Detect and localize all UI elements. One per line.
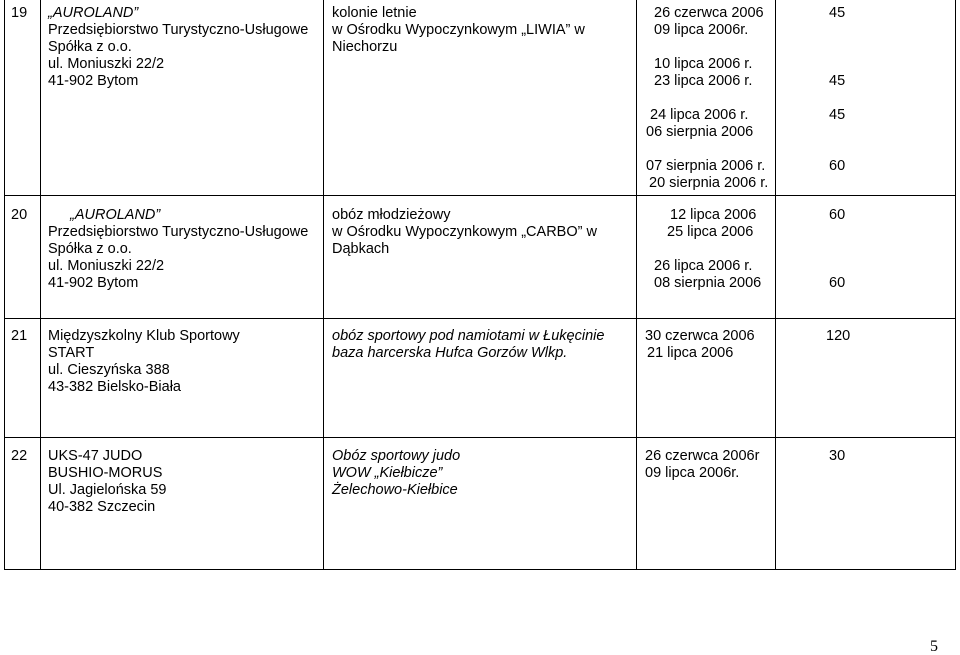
table-divider-2	[323, 0, 324, 570]
participant-count: 60	[829, 275, 846, 291]
organization-line: ul. Moniuszki 22/2	[48, 56, 165, 72]
organization-line: START	[48, 345, 95, 361]
participant-count: 60	[829, 207, 846, 223]
date-line: 08 sierpnia 2006	[654, 275, 762, 291]
organization-name: „AUROLAND”	[48, 5, 139, 21]
description-line: WOW „Kiełbicze”	[332, 465, 443, 481]
organization-line: 43-382 Bielsko-Biała	[48, 379, 181, 395]
table-divider-4	[775, 0, 776, 570]
description-line: Niechorzu	[332, 39, 398, 55]
description-line: baza harcerska Hufca Gorzów Wlkp.	[332, 345, 568, 361]
date-line: 21 lipca 2006	[647, 345, 734, 361]
table-border-right	[955, 0, 956, 570]
row-number: 20	[11, 207, 28, 223]
row-number: 21	[11, 328, 28, 344]
participant-count: 120	[826, 328, 851, 344]
date-line: 26 lipca 2006 r.	[654, 258, 753, 274]
table-border-left	[4, 0, 5, 570]
date-line: 26 czerwca 2006	[654, 5, 764, 21]
row-number: 22	[11, 448, 28, 464]
date-line: 09 lipca 2006r.	[654, 22, 749, 38]
row-divider	[4, 318, 956, 319]
table-border-bottom	[4, 569, 956, 570]
date-line: 12 lipca 2006	[670, 207, 757, 223]
description-line: Dąbkach	[332, 241, 390, 257]
organization-line: 41-902 Bytom	[48, 275, 139, 291]
organization-line: ul. Moniuszki 22/2	[48, 258, 165, 274]
date-line: 26 czerwca 2006r	[645, 448, 760, 464]
table-divider-3	[636, 0, 637, 570]
description-line: obóz sportowy pod namiotami w Łukęcinie	[332, 328, 605, 344]
organization-line: Spółka z o.o.	[48, 241, 132, 257]
organization-name: Międzyszkolny Klub Sportowy	[48, 328, 240, 344]
organization-line: Ul. Jagielońska 59	[48, 482, 167, 498]
organization-line: Spółka z o.o.	[48, 39, 132, 55]
organization-line: 41-902 Bytom	[48, 73, 139, 89]
date-line: 20 sierpnia 2006 r.	[649, 175, 769, 191]
organization-line: ul. Cieszyńska 388	[48, 362, 170, 378]
participant-count: 45	[829, 73, 846, 89]
description-line: Żelechowo-Kiełbice	[332, 482, 458, 498]
date-line: 25 lipca 2006	[667, 224, 754, 240]
description-line: kolonie letnie	[332, 5, 417, 21]
participant-count: 45	[829, 5, 846, 21]
description-line: obóz młodzieżowy	[332, 207, 451, 223]
description-line: w Ośrodku Wypoczynkowym „CARBO” w	[332, 224, 597, 240]
page-number: 5	[930, 638, 938, 655]
organization-line: BUSHIO-MORUS	[48, 465, 163, 481]
row-divider	[4, 195, 956, 196]
date-line: 09 lipca 2006r.	[645, 465, 740, 481]
date-line: 30 czerwca 2006	[645, 328, 755, 344]
organization-name: „AUROLAND”	[70, 207, 161, 223]
organization-line: Przedsiębiorstwo Turystyczno-Usługowe	[48, 22, 309, 38]
date-line: 24 lipca 2006 r.	[650, 107, 749, 123]
participant-count: 45	[829, 107, 846, 123]
date-line: 23 lipca 2006 r.	[654, 73, 753, 89]
organization-line: Przedsiębiorstwo Turystyczno-Usługowe	[48, 224, 309, 240]
organization-line: 40-382 Szczecin	[48, 499, 156, 515]
description-line: Obóz sportowy judo	[332, 448, 461, 464]
participant-count: 30	[829, 448, 846, 464]
row-number: 19	[11, 5, 28, 21]
row-divider	[4, 437, 956, 438]
date-line: 07 sierpnia 2006 r.	[646, 158, 766, 174]
organization-name: UKS-47 JUDO	[48, 448, 143, 464]
table-divider-1	[40, 0, 41, 570]
description-line: w Ośrodku Wypoczynkowym „LIWIA” w	[332, 22, 585, 38]
date-line: 06 sierpnia 2006	[646, 124, 754, 140]
date-line: 10 lipca 2006 r.	[654, 56, 753, 72]
participant-count: 60	[829, 158, 846, 174]
